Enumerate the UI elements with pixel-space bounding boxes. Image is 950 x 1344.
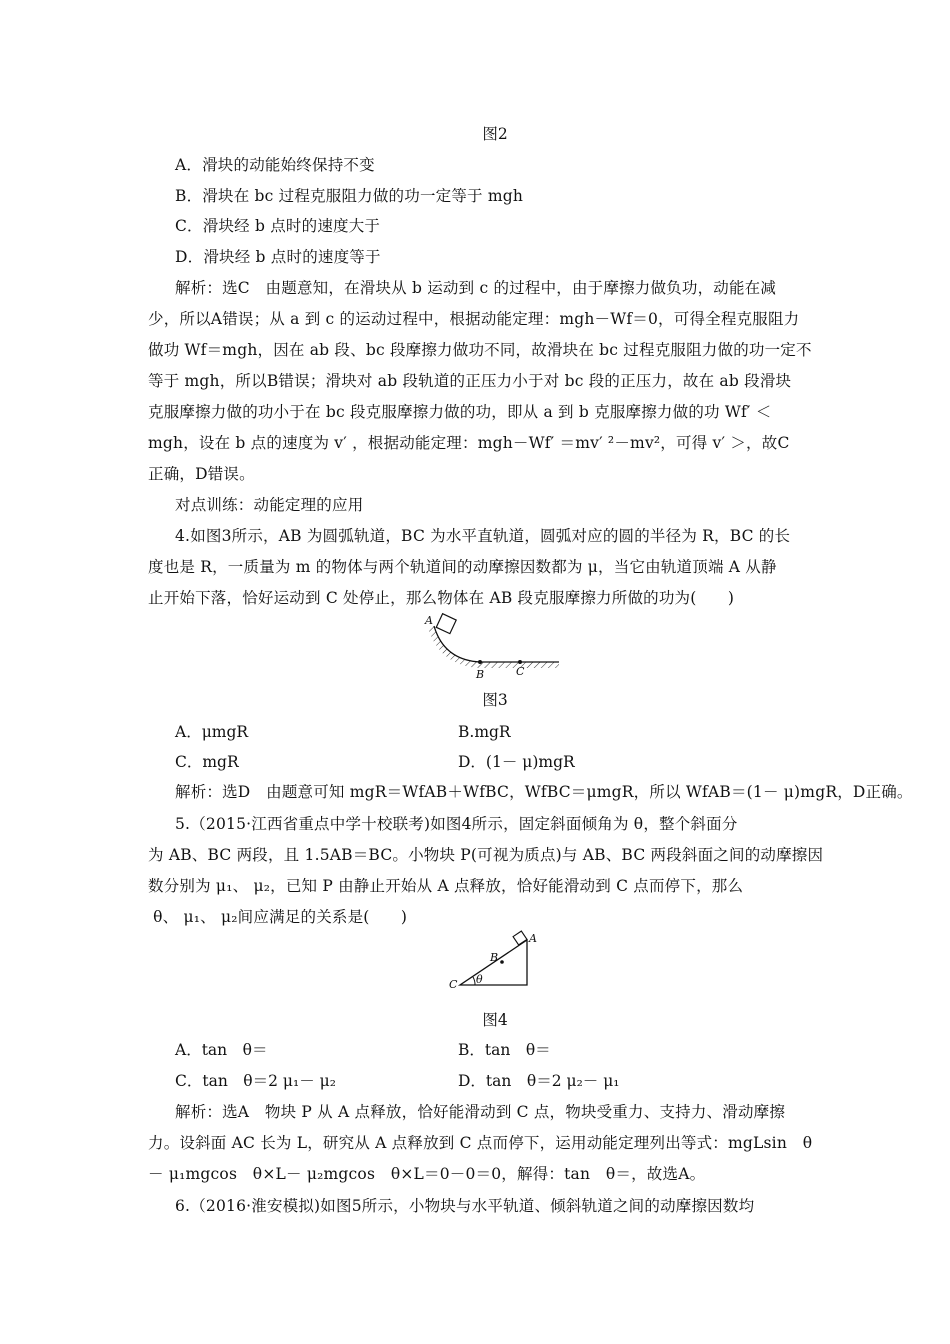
q5-solution-line: 解析：选A 物块 P 从 A 点释放，恰好能滑动到 C 点，物块受重力、支持力、滑动摩擦 xyxy=(175,1103,786,1121)
fig4-label-a: A xyxy=(529,932,537,945)
q3-solution-line: 做功 Wf＝mgh，因在 ab 段、bc 段摩擦力做功不同，故滑块在 bc 过程克服阻力做的功一定不 xyxy=(148,341,812,359)
q3-option-b: B．滑块在 bc 过程克服阻力做的功一定等于 mgh xyxy=(175,187,524,205)
q3-solution-line: 少，所以A错误；从 a 到 c 的运动过程中，根据动能定理：mgh－Wf＝0，可得全程克服阻力 xyxy=(148,310,800,328)
q3-solution-line: 等于 mgh，所以B错误；滑块对 ab 段轨道的正压力小于对 bc 段的正压力，故在 ab 段滑块 xyxy=(148,372,792,390)
block xyxy=(513,931,527,945)
q4-option-c: C．mgR xyxy=(175,753,239,771)
figure-4-diagram xyxy=(445,930,535,992)
q5-option-a: A．tan θ＝ xyxy=(175,1041,268,1059)
fig3-label-c: C xyxy=(516,665,525,678)
fig4-label-c: C xyxy=(449,978,458,991)
q4-option-a: A．μmgR xyxy=(175,723,249,741)
q3-option-c: C．滑块经 b 点时的速度大于 xyxy=(175,217,381,235)
fig4-caption: 图4 xyxy=(482,1011,508,1029)
block xyxy=(436,614,456,634)
q3-solution-line: 解析：选C 由题意知，在滑块从 b 运动到 c 的过程中，由于摩擦力做负功，动能在减 xyxy=(175,279,777,297)
q6-text: 6.（2016·淮安模拟)如图5所示，小物块与水平轨道、倾斜轨道之间的动摩擦因数均 xyxy=(175,1197,755,1215)
q3-solution-line: 正确，D错误。 xyxy=(148,465,255,483)
figure-3-diagram xyxy=(420,612,570,687)
q5-text-line: θ、 μ₁、 μ₂间应满足的关系是( ) xyxy=(148,908,408,926)
q4-option-b: B.mgR xyxy=(458,723,511,741)
q4-option-d: D．(1－ μ)mgR xyxy=(458,753,575,771)
q3-solution-line: 克服摩擦力做的功小于在 bc 段克服摩擦力做的功，即从 a 到 b 克服摩擦力做的功 Wf′ ＜ xyxy=(148,403,772,421)
q4-text-line: 止开始下落，恰好运动到 C 处停止，那么物体在 AB 段克服摩擦力所做的功为( ) xyxy=(148,589,735,607)
fig2-caption: 图2 xyxy=(482,125,508,143)
q4-text-line: 度也是 R，一质量为 m 的物体与两个轨道间的动摩擦因数都为 μ，当它由轨道顶端 A 从静 xyxy=(148,558,777,576)
q5-text-line: 数分别为 μ₁、 μ₂，已知 P 由静止开始从 A 点释放，恰好能滑动到 C 点而停下，那么 xyxy=(148,877,744,895)
q5-option-d: D．tan θ＝2 μ₂－ μ₁ xyxy=(458,1072,620,1090)
q3-solution-line: mgh，设在 b 点的速度为 v′ ，根据动能定理：mgh－Wf′ ＝mv′ ²－mv²，可得 v′ ＞，故C xyxy=(148,434,790,452)
q4-text-line: 4.如图3所示，AB 为圆弧轨道，BC 为水平直轨道，圆弧对应的圆的半径为 R，BC 的长 xyxy=(175,527,791,545)
q5-text-line: 为 AB、BC 两段，且 1.5AB＝BC。小物块 P(可视为质点)与 AB、BC 两段斜面之间的动摩擦因 xyxy=(148,846,824,864)
fig4-label-b: B xyxy=(490,951,499,964)
fig3-caption: 图3 xyxy=(482,691,508,709)
q3-option-d: D．滑块经 b 点时的速度等于 xyxy=(175,248,381,266)
q5-option-b: B．tan θ＝ xyxy=(458,1041,551,1059)
q5-solution-line: 力。设斜面 AC 长为 L，研究从 A 点释放到 C 点而停下，运用动能定理列出等式：mgLsin θ xyxy=(148,1134,813,1152)
section-title: 对点训练：动能定理的应用 xyxy=(175,496,364,514)
q5-text-line: 5.（2015·江西省重点中学十校联考)如图4所示，固定斜面倾角为 θ，整个斜面分 xyxy=(175,815,738,833)
q4-solution: 解析：选D 由题意可知 mgR＝WfAB＋WfBC，WfBC＝μmgR，所以 WfAB＝(1－ μ)mgR，D正确。 xyxy=(175,783,913,801)
fig3-label-a: A xyxy=(425,614,433,627)
fig3-label-b: B xyxy=(476,668,485,681)
q5-solution-line: － μ₁mgcos θ×L－ μ₂mgcos θ×L＝0－0＝0，解得：tan θ＝，故选A。 xyxy=(148,1165,706,1183)
q5-option-c: C．tan θ＝2 μ₁－ μ₂ xyxy=(175,1072,336,1090)
q3-option-a: A．滑块的动能始终保持不变 xyxy=(175,156,375,174)
fig4-label-theta: θ xyxy=(476,973,483,986)
